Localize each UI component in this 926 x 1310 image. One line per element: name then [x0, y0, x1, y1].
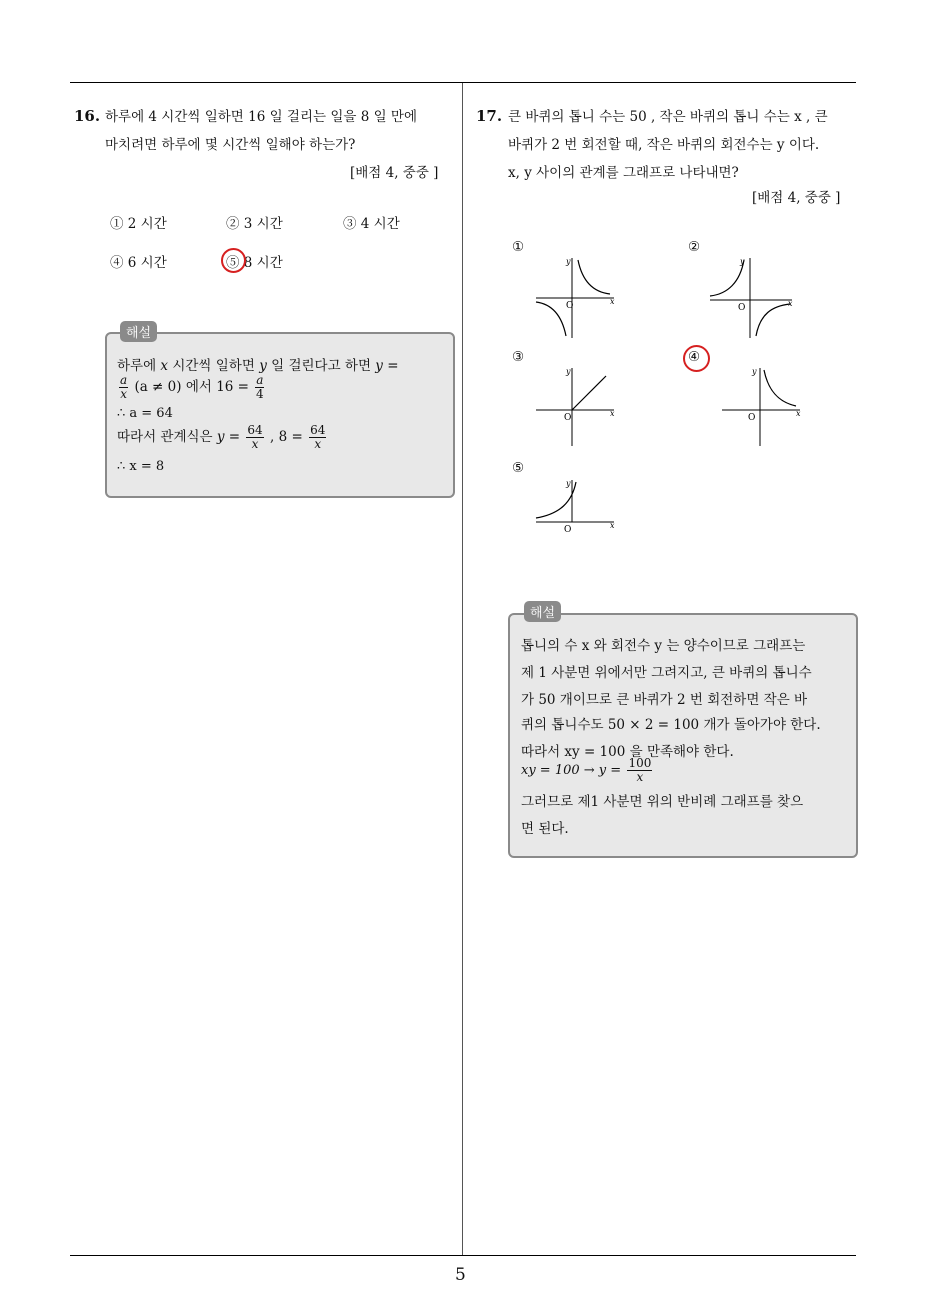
q17-choice-5-mark[interactable]: ⑤: [512, 460, 525, 476]
q16-line2: 마치려면 하루에 몇 시간씩 일해야 하는가?: [105, 137, 356, 153]
q17-number: 17.: [476, 107, 503, 125]
q17-sol-line: 퀴의 톱니수도 50 × 2 = 100 개가 돌아가야 한다.: [521, 717, 821, 733]
q16-sol-line2: [117, 374, 266, 401]
q17-choice-3-mark[interactable]: ③: [512, 349, 525, 365]
fraction: [627, 757, 652, 784]
choice-text: 2 시간: [127, 216, 167, 232]
q17-choice-4-mark[interactable]: ④: [688, 349, 701, 365]
curve-q3: [536, 302, 566, 336]
q16-choice-1[interactable]: [110, 212, 167, 232]
q16-number: 16.: [74, 107, 101, 125]
q16-solution-tag: 해설: [120, 321, 157, 342]
choice-mark: ③: [343, 216, 357, 232]
q17-sol-line: 면 된다.: [521, 821, 569, 837]
text: 시간씩 일하면: [172, 358, 255, 374]
choice-text: 6 시간: [127, 255, 167, 271]
equation: y =: [375, 358, 399, 374]
condition: (a ≠ 0): [134, 379, 182, 395]
denominator: x: [251, 437, 259, 451]
text: 일 걸린다고 하면: [271, 358, 371, 374]
curve-q1: [764, 370, 796, 406]
q17-solution-tag: 해설: [524, 601, 561, 622]
curve-q4: [756, 304, 790, 336]
q16-points: [배점 4, 중중 ]: [350, 165, 439, 181]
y-axis-label: y: [566, 367, 571, 376]
origin-label: O: [748, 413, 756, 423]
x-axis-label: x: [788, 299, 793, 308]
curve-q1: [578, 260, 610, 294]
x-axis-label: x: [610, 297, 615, 306]
y-axis-label: y: [740, 257, 745, 266]
choice-mark: ②: [226, 216, 240, 232]
origin-label: O: [564, 525, 572, 535]
y-axis-label: y: [752, 367, 757, 376]
numerator: 64: [247, 423, 263, 437]
origin-label: O: [566, 301, 574, 311]
choice-text: 3 시간: [243, 216, 283, 232]
answer-circle-q16: [221, 248, 246, 273]
x-axis-label: x: [610, 409, 615, 418]
choice-mark: ⑤: [226, 255, 240, 271]
q16-choice-4[interactable]: [110, 251, 167, 271]
q17-sol-equation: [521, 757, 654, 784]
q16-sol-line4: [117, 424, 328, 451]
q17-sol-line: 가 50 개이므로 큰 바퀴가 2 번 회전하면 작은 바: [521, 692, 808, 708]
q17-graph-1[interactable]: [530, 252, 620, 342]
choice-mark: ①: [110, 216, 124, 232]
choice-text: 4 시간: [360, 216, 400, 232]
q17-graph-5[interactable]: [530, 474, 620, 536]
top-rule: [70, 82, 856, 83]
q17-graph-3[interactable]: [530, 362, 620, 452]
denominator: x: [636, 770, 644, 784]
q17-choice-2-mark[interactable]: ②: [688, 239, 701, 255]
var-y: y: [259, 358, 267, 374]
q17-line1: 큰 바퀴의 톱니 수는 50 , 작은 바퀴의 톱니 수는 x , 큰: [508, 109, 828, 125]
page-number: 5: [455, 1265, 466, 1285]
fraction: [246, 424, 263, 451]
fraction: [119, 374, 128, 401]
numerator: a: [256, 373, 264, 387]
y-axis-label: y: [566, 479, 571, 488]
fraction: [309, 424, 326, 451]
q16-choice-3[interactable]: [343, 212, 400, 232]
q17-sol-line: 그러므로 제1 사분면 위의 반비례 그래프를 찾으: [521, 794, 804, 810]
q16-line1: 하루에 4 시간씩 일하면 16 일 걸리는 일을 8 일 만에: [105, 109, 418, 125]
equation: xy = 100 → y =: [521, 763, 622, 778]
origin-label: O: [564, 413, 572, 423]
origin-label: O: [738, 303, 746, 313]
denominator: x: [120, 387, 127, 401]
text: , 8 =: [269, 429, 303, 445]
q17-points: [배점 4, 중중 ]: [752, 190, 841, 206]
q17-line2: 바퀴가 2 번 회전할 때, 작은 바퀴의 회전수는 y 이다.: [508, 137, 820, 153]
q17-sol-line: 제 1 사분면 위에서만 그려지고, 큰 바퀴의 톱니수: [521, 665, 812, 681]
q17-line3: x, y 사이의 관계를 그래프로 나타내면?: [508, 165, 739, 181]
choice-mark: ④: [110, 255, 124, 271]
q16-sol-line3: ∴ a = 64: [117, 406, 173, 421]
var-x: x: [160, 358, 169, 374]
q17-graph-2[interactable]: [706, 252, 798, 342]
q17-sol-line: 따라서 xy = 100 을 만족해야 한다.: [521, 744, 734, 760]
text: 에서 16 =: [185, 379, 249, 395]
numerator: 64: [310, 423, 326, 437]
bottom-rule: [70, 1255, 856, 1256]
denominator: 4: [256, 387, 264, 401]
denominator: x: [314, 437, 322, 451]
q17-sol-line: 톱니의 수 x 와 회전수 y 는 양수이므로 그래프는: [521, 638, 806, 654]
choice-text: 8 시간: [243, 255, 283, 271]
numerator: a: [120, 373, 128, 387]
numerator: 100: [628, 756, 652, 770]
x-axis-label: x: [796, 409, 801, 418]
q17-choice-1-mark[interactable]: ①: [512, 239, 525, 255]
line-graph: [572, 376, 606, 410]
fraction: [255, 374, 264, 401]
q16-sol-line5: ∴ x = 8: [117, 459, 165, 474]
q16-sol-line1: [117, 354, 399, 374]
text: 따라서 관계식은: [117, 429, 213, 445]
y-axis-label: y: [566, 257, 571, 266]
text: 하루에: [117, 358, 157, 374]
x-axis-label: x: [610, 521, 615, 530]
q17-graph-4[interactable]: [716, 362, 806, 452]
column-divider: [462, 83, 463, 1255]
answer-circle-q17: [683, 345, 710, 372]
curve-q2: [710, 260, 744, 296]
q16-choice-2[interactable]: [226, 212, 283, 232]
equation: y =: [216, 429, 241, 445]
